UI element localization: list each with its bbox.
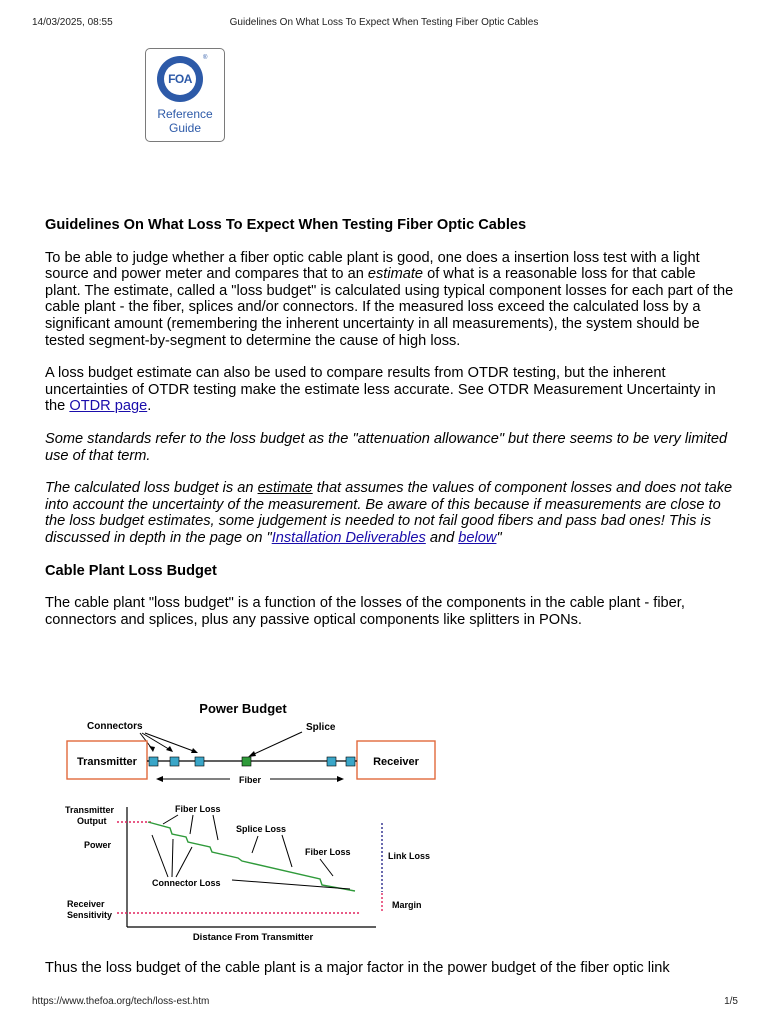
link-loss-label: Link Loss	[388, 851, 431, 861]
paragraph-power-budget: Thus the loss budget of the cable plant is a major factor in the power budget of the fiber optic link	[45, 960, 670, 976]
paragraph-intro: To be able to judge whether a fiber optic cable plant is good, one does a insertion loss test with a light source and power meter and compares that to an estimate of what is a reasonable loss for that cable plant. The estimate, called a "loss budget" is calculated using typical component losses for each part of the cable plant - the fiber, splices and/or connectors. If the measured loss exceed the calculated loss by a significant amount (remembering the inherent uncertainty in all measurements), the system should be tested segment-by-segment to determine the cause of high loss.	[45, 249, 734, 349]
power-budget-diagram	[60, 695, 440, 945]
connector-icon	[327, 757, 336, 766]
below-link[interactable]: below	[458, 529, 497, 546]
connectors-label: Connectors	[87, 721, 143, 732]
x-axis-label: Distance From Transmitter	[192, 932, 314, 943]
print-date: 14/03/2025, 08:55	[32, 17, 113, 28]
splice-loss-label: Splice Loss	[236, 824, 287, 834]
logo-caption: Reference Guide	[157, 107, 213, 135]
print-page-title: Guidelines On What Loss To Expect When Testing Fiber Optic Cables	[229, 17, 539, 28]
margin-label: Margin	[392, 900, 422, 910]
paragraph-standards: Some standards refer to the loss budget as the "attenuation allowance" but there seems to be very limited use of that term.	[45, 430, 728, 464]
section-heading-loss-budget: Cable Plant Loss Budget	[45, 562, 217, 579]
transmitter-label: Transmitter	[77, 756, 137, 768]
paragraph-loss-budget: The cable plant "loss budget" is a function of the losses of the components in the cable plant - fiber, connectors and splices, plus any passive optical components like splitters in PONs.	[45, 595, 685, 628]
connector-icon	[346, 757, 355, 766]
connector-pointer-arrows	[140, 732, 302, 755]
connector-icon	[149, 757, 158, 766]
foa-seal-icon	[157, 56, 203, 102]
installation-deliverables-link[interactable]: Installation Deliverables	[271, 529, 426, 546]
print-url: https://www.thefoa.org/tech/loss-est.htm	[32, 996, 210, 1007]
otdr-page-link[interactable]: OTDR page	[69, 398, 148, 415]
article-heading: Guidelines On What Loss To Expect When Testing Fiber Optic Cables	[45, 217, 527, 233]
power-axis-label: Power	[84, 840, 112, 850]
splice-label: Splice	[306, 722, 336, 733]
article-continued	[45, 960, 735, 977]
fiber-label: Fiber	[238, 775, 262, 785]
diagram-title: Power Budget	[199, 701, 287, 716]
rx-sensitivity-label-1: Receiver	[67, 899, 105, 909]
page-number: 1/5	[724, 996, 738, 1007]
tx-output-label-1: Transmitter	[65, 805, 115, 815]
paragraph-estimate: The calculated loss budget is an estimate that assumes the values of component losses and does not take into account the uncertainty of the measurement. Be aware of this because if measurements are close to the loss budget estimates, some judgement is needed to not fail good fibers and pass bad ones! This is discussed in depth in the page on "Installation Deliverables and below"	[45, 480, 733, 546]
article-body	[45, 217, 735, 628]
fiber-loss-label-1: Fiber Loss	[175, 804, 221, 814]
paragraph-otdr: A loss budget estimate can also be used to compare results from OTDR testing, but the inherent uncertainties of OTDR testing make the estimate less accurate. See OTDR Measurement Uncertainty in the OTDR page.	[45, 365, 716, 415]
rx-sensitivity-label-2: Sensitivity	[67, 910, 113, 920]
connector-icon	[170, 757, 179, 766]
tx-output-label-2: Output	[77, 816, 107, 826]
connector-icon	[195, 757, 204, 766]
foa-reference-guide-logo[interactable]: FOA ® Reference Guide	[145, 48, 225, 142]
receiver-label: Receiver	[373, 756, 419, 768]
splice-icon	[242, 757, 251, 766]
connector-loss-label: Connector Loss	[152, 878, 221, 888]
fiber-loss-label-2: Fiber Loss	[305, 847, 351, 857]
logo-foa-text: FOA	[168, 72, 192, 86]
